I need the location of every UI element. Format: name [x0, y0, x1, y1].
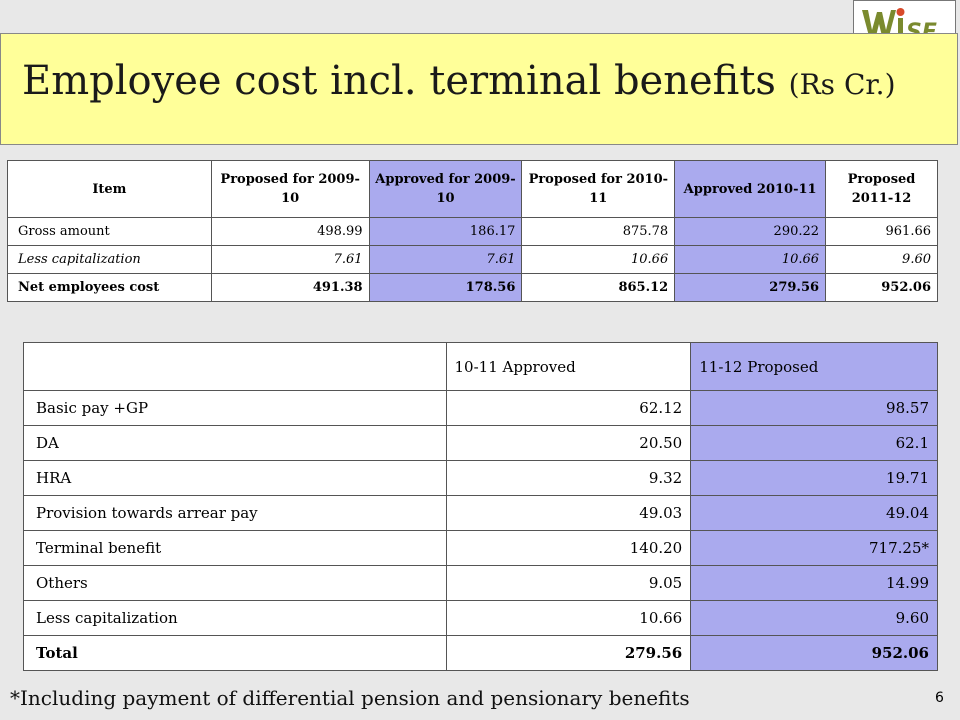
- table-cell: 7.61: [369, 246, 522, 274]
- row-label: HRA: [24, 461, 447, 496]
- table-row: [8, 274, 938, 302]
- table-cell: 10.66: [675, 246, 826, 274]
- employee-cost-breakdown-table: [23, 342, 938, 671]
- header-item: Item: [8, 161, 212, 218]
- header-proposed-2011-12: Proposed 2011-12: [826, 161, 938, 218]
- table-cell: 491.38: [211, 274, 369, 302]
- table-cell: 14.99: [691, 566, 938, 601]
- table-cell: 498.99: [211, 218, 369, 246]
- header-proposed-2010-11: Proposed for 2010-11: [522, 161, 675, 218]
- row-label: Net employees cost: [8, 274, 212, 302]
- table-row: [8, 246, 938, 274]
- table-row: [24, 531, 938, 566]
- row-label: Less capitalization: [24, 601, 447, 636]
- row-label: Provision towards arrear pay: [24, 496, 447, 531]
- table-cell: 186.17: [369, 218, 522, 246]
- footnote: *Including payment of differential pension and pensionary benefits: [10, 686, 690, 710]
- table-cell: 865.12: [522, 274, 675, 302]
- table-row: [24, 426, 938, 461]
- table-cell: 9.05: [446, 566, 691, 601]
- table-cell: 279.56: [446, 636, 691, 671]
- table-row: [8, 218, 938, 246]
- header-approved-2010-11: Approved 2010-11: [675, 161, 826, 218]
- table-cell: 7.61: [211, 246, 369, 274]
- table-cell: 62.12: [446, 391, 691, 426]
- table-row: [24, 566, 938, 601]
- table-cell: 10.66: [446, 601, 691, 636]
- table-cell: 10.66: [522, 246, 675, 274]
- header-proposed-2009-10: Proposed for 2009-10: [211, 161, 369, 218]
- table-cell: 952.06: [691, 636, 938, 671]
- title-unit: (Rs Cr.): [788, 68, 896, 101]
- table-cell: 140.20: [446, 531, 691, 566]
- header-10-11-approved: 10-11 Approved: [446, 343, 691, 391]
- table-cell: 279.56: [675, 274, 826, 302]
- table-cell: 9.60: [691, 601, 938, 636]
- table-row: [24, 496, 938, 531]
- table-cell: 98.57: [691, 391, 938, 426]
- table-cell: 952.06: [826, 274, 938, 302]
- header-11-12-proposed: 11-12 Proposed: [691, 343, 938, 391]
- table-header-row: [8, 161, 938, 218]
- table-cell: 49.04: [691, 496, 938, 531]
- table-cell: 875.78: [522, 218, 675, 246]
- table-cell: 9.60: [826, 246, 938, 274]
- page-title: [22, 58, 896, 104]
- row-label: Terminal benefit: [24, 531, 447, 566]
- table-cell: 178.56: [369, 274, 522, 302]
- title-main: Employee cost incl. terminal benefits: [22, 58, 789, 104]
- table-cell: 961.66: [826, 218, 938, 246]
- table-row: [24, 391, 938, 426]
- employee-cost-summary-table: [7, 160, 938, 302]
- row-label: Basic pay +GP: [24, 391, 447, 426]
- table-cell: 20.50: [446, 426, 691, 461]
- page-number: 6: [935, 690, 944, 706]
- table-cell: 62.1: [691, 426, 938, 461]
- table-cell: 49.03: [446, 496, 691, 531]
- header-approved-2009-10: Approved for 2009-10: [369, 161, 522, 218]
- row-label: Gross amount: [8, 218, 212, 246]
- table-header-row: [24, 343, 938, 391]
- row-label: Others: [24, 566, 447, 601]
- table-cell: 19.71: [691, 461, 938, 496]
- row-label: Total: [24, 636, 447, 671]
- table-row: [24, 461, 938, 496]
- table-row-total: [24, 636, 938, 671]
- table-row: [24, 601, 938, 636]
- row-label: DA: [24, 426, 447, 461]
- table-cell: 717.25*: [691, 531, 938, 566]
- table-cell: 9.32: [446, 461, 691, 496]
- row-label: Less capitalization: [8, 246, 212, 274]
- table-cell: 290.22: [675, 218, 826, 246]
- header-blank: [24, 343, 447, 391]
